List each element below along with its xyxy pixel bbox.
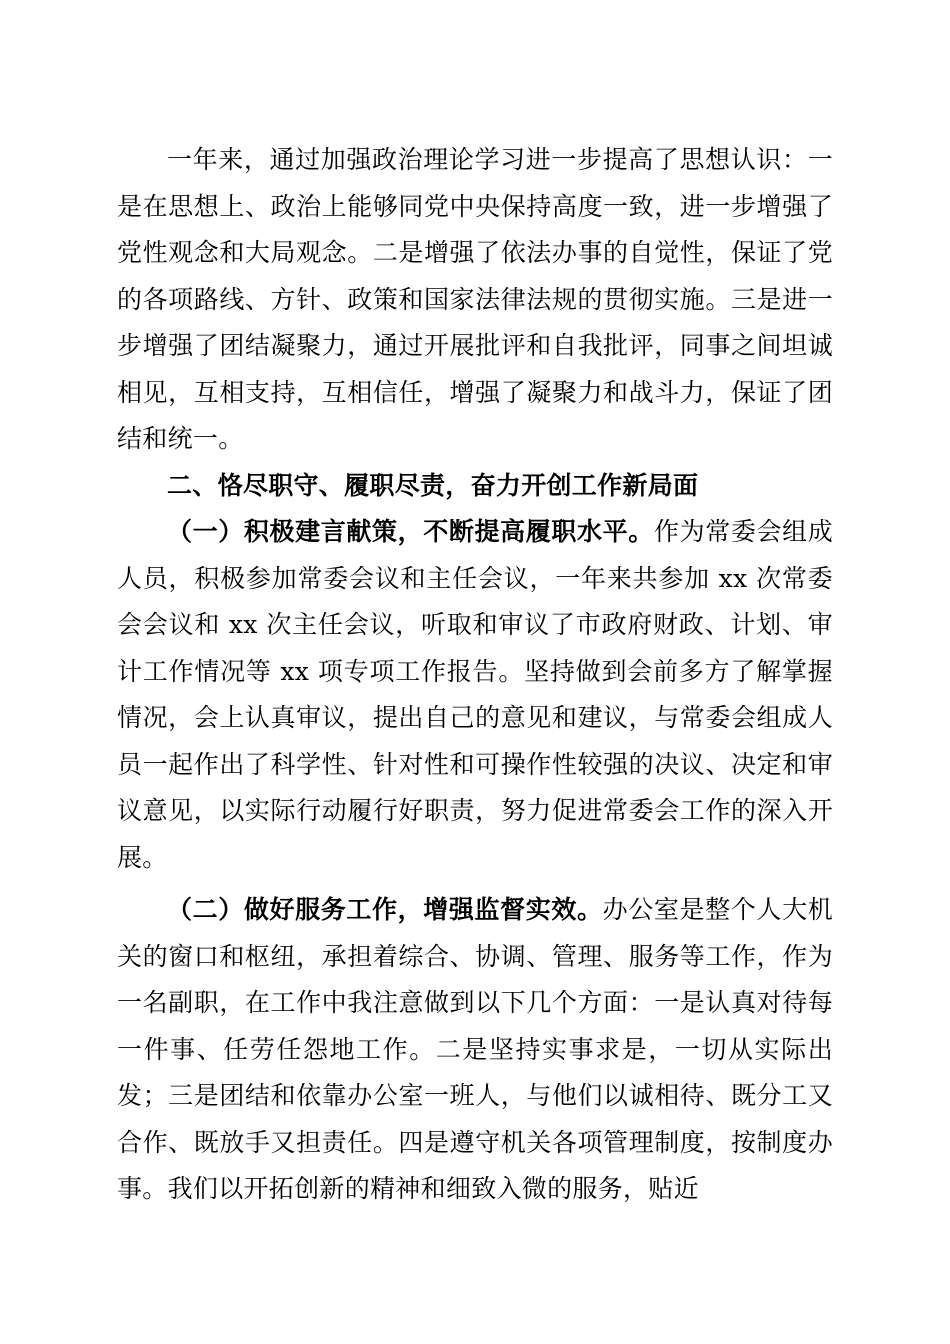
subsection-2-body: 办公室是整个人大机关的窗口和枢纽，承担着综合、协调、管理、服务等工作，作为一名副职，在工作中我注意做到以下几个方面：一是认真对待每一件事、任劳任怨地工作。二是坚持实事求是，一切从实际出发；三是团结和依靠办公室一班人，与他们以诚相待、既分工又合作、既放手又担责任。四是遵守机关各项管理制度，按制度办事。我们以开拓创新的精神和细致入微的服务，贴近	[117, 895, 833, 1203]
subsection-2-paragraph	[117, 887, 833, 1213]
subsection-1-title: （一）积极建言献策，不断提高履职水平。	[167, 517, 654, 546]
subsection-1-body: 作为常委会组成人员，积极参加常委会议和主任会议，一年来共参加 xx 次常委会会议和 xx 次主任会议，听取和审议了市政府财政、计划、审计工作情况等 xx 项专项工作报告。坚持做到会前多方了解掌握情况，会上认真审议，提出自己的意见和建议，与常委会组成人员一起作出了科学性、针对性和可操作性较强的决议、决定和审议意见，以实际行动履行好职责，努力促进常委会工作的深入开展。	[117, 517, 834, 872]
subsection-1-paragraph	[117, 509, 833, 881]
subsection-2-title: （二）做好服务工作，增强监督实效。	[167, 895, 603, 924]
document-body	[117, 137, 833, 1213]
section-heading: 二、恪尽职守、履职尽责，奋力开创工作新局面	[167, 470, 699, 500]
paragraph-political-study: 一年来，通过加强政治理论学习进一步提高了思想认识：一是在思想上、政治上能够同党中央保持高度一致，进一步增强了党性观念和大局观念。二是增强了依法办事的自觉性，保证了党的各项路线、方针、政策和国家法律法规的贯彻实施。三是进一步增强了团结凝聚力，通过开展批评和自我批评，同事之间坦诚相见，互相支持，互相信任，增强了凝聚力和战斗力，保证了团结和统一。	[117, 145, 833, 453]
